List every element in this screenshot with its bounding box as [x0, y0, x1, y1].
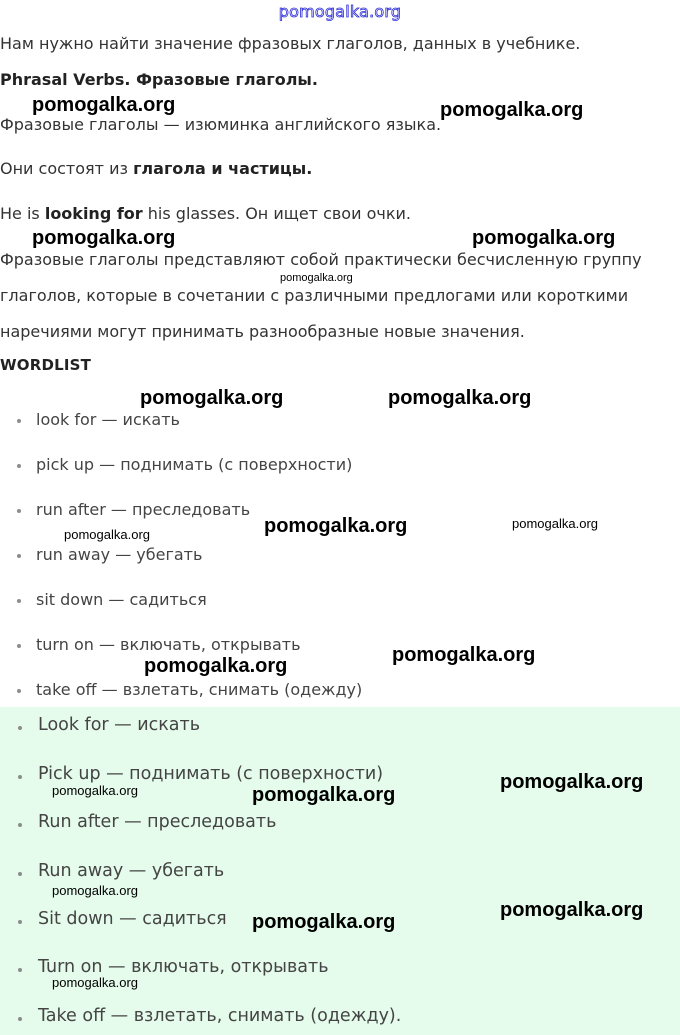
text-line-1: Фразовые глаголы — изюминка английского языка. — [0, 115, 442, 134]
watermark: pomogalka.org — [500, 771, 644, 793]
bullet — [18, 968, 22, 972]
heading-ru: Фразовые глаголы. — [136, 70, 318, 89]
watermark: pomogalka.org — [140, 387, 284, 409]
bullet — [17, 419, 21, 423]
watermark: pomogalka.org — [64, 527, 150, 542]
text-line-2: Они состоят из глагола и частицы. — [0, 159, 313, 178]
watermark: pomogalka.org — [52, 883, 138, 898]
bullet — [18, 823, 22, 827]
bullet — [17, 509, 21, 513]
intro-text: Нам нужно найти значение фразовых глаголов, данных в учебнике. — [0, 34, 581, 53]
bullet — [18, 775, 22, 779]
section-heading — [0, 70, 318, 89]
example-sentence: He is looking for his glasses. Он ищет свои очки. — [0, 204, 411, 223]
wordlist-heading: WORDLIST — [0, 356, 92, 374]
bullet — [17, 644, 21, 648]
bold-phrase: looking for — [44, 204, 143, 223]
watermark: pomogalka.org — [500, 899, 644, 921]
bullet — [18, 920, 22, 924]
watermark: pomogalka.org — [392, 644, 536, 666]
watermark: pomogalka.org — [388, 387, 532, 409]
paragraph-line: наречиями могут принимать разнообразные новые значения. — [0, 322, 525, 341]
bullet — [18, 1017, 22, 1021]
watermark: pomogalka.org — [440, 99, 584, 121]
watermark: pomogalka.org — [252, 784, 396, 806]
bullet — [18, 872, 22, 876]
heading-en: Phrasal Verbs. — [0, 70, 131, 89]
watermark: pomogalka.org — [52, 975, 138, 990]
watermark: pomogalka.org — [512, 516, 598, 531]
watermark: pomogalka.org — [32, 94, 176, 116]
site-logo[interactable]: pomogalka.org — [278, 2, 402, 21]
watermark: pomogalka.org — [32, 227, 176, 249]
paragraph-line: Фразовые глаголы представляют собой практически бесчисленную группу — [0, 250, 642, 269]
watermark: pomogalka.org — [252, 911, 396, 933]
bullet — [17, 599, 21, 603]
watermark: pomogalka.org — [264, 515, 408, 537]
bullet — [18, 726, 22, 730]
watermark: pomogalka.org — [144, 655, 288, 677]
bold-phrase: глагола и частицы. — [133, 159, 313, 178]
bullet — [17, 689, 21, 693]
bullet — [17, 464, 21, 468]
watermark: pomogalka.org — [280, 272, 353, 284]
watermark: pomogalka.org — [472, 227, 616, 249]
watermark: pomogalka.org — [52, 783, 138, 798]
bullet — [17, 554, 21, 558]
paragraph-line: глаголов, которые в сочетании с различными предлогами или короткими — [0, 286, 629, 305]
